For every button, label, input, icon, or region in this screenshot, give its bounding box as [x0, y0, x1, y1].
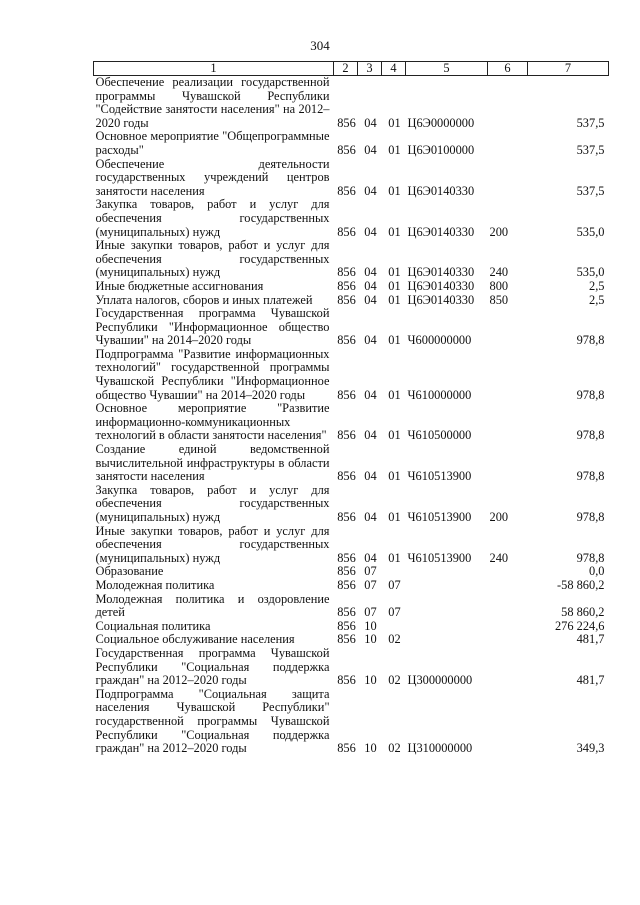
row-rz: 10 [364, 632, 377, 647]
row-pr [382, 565, 406, 579]
row-csr: Ч600000000 [407, 333, 472, 348]
row-csr: Ц6Э0140330 [407, 292, 475, 307]
table-row [94, 647, 609, 688]
row-csr: Ч610000000 [407, 387, 472, 402]
table-row [94, 348, 609, 402]
row-amount: 978,8 [576, 387, 605, 402]
row-csr: Ц6Э0140330 [407, 278, 475, 293]
row-gr: 856 [337, 673, 356, 688]
row-pr: 01 [388, 183, 401, 198]
row-csr: Ц6Э0140330 [407, 224, 475, 239]
table-row [94, 402, 609, 443]
row-rz: 04 [364, 278, 377, 293]
row-rz: 07 [364, 577, 377, 592]
table-row [94, 76, 609, 131]
column-header-1: 1 [94, 62, 334, 76]
column-header-4: 4 [382, 62, 406, 76]
row-amount: 978,8 [576, 469, 605, 484]
table-row [94, 280, 609, 294]
row-csr [406, 620, 488, 634]
row-gr: 856 [337, 183, 356, 198]
table-row [94, 688, 609, 756]
row-rz: 04 [364, 292, 377, 307]
row-name: Основное мероприятие "Развитие информационно-коммуникационных технологий в области занятости населения" [95, 401, 330, 443]
row-pr: 01 [388, 510, 401, 524]
column-header-7: 7 [528, 62, 609, 76]
row-pr: 01 [388, 292, 401, 307]
row-vr [488, 688, 528, 756]
table-row [94, 525, 609, 566]
row-gr: 856 [337, 577, 356, 592]
row-vr [488, 76, 528, 131]
row-amount: 978,8 [576, 333, 605, 348]
row-vr [488, 307, 528, 348]
row-csr: Ч610513900 [407, 510, 472, 524]
row-gr: 856 [337, 292, 356, 307]
table-row [94, 484, 609, 525]
row-rz: 04 [364, 428, 377, 443]
row-pr: 01 [388, 278, 401, 293]
row-vr: 200 [489, 510, 509, 524]
table-row [94, 565, 609, 579]
row-rz: 04 [364, 265, 377, 280]
row-vr [488, 620, 528, 634]
row-name: Уплата налогов, сборов и иных платежей [95, 292, 313, 307]
row-amount: 537,5 [576, 142, 605, 157]
row-gr: 856 [337, 387, 356, 402]
row-name: Подпрограмма "Развитие информационных технологий" государственной программы Чувашской Республики "Информационное общество Чувашии" на 2014–2020 годы [95, 346, 330, 402]
row-csr: Ц6Э0000000 [407, 115, 475, 130]
row-gr: 856 [337, 333, 356, 348]
row-csr: Ч610513900 [407, 469, 472, 484]
row-amount: 2,5 [589, 292, 605, 307]
row-amount: 58 860,2 [561, 605, 605, 620]
row-csr: Ц6Э0140330 [407, 183, 475, 198]
row-pr [382, 620, 406, 634]
table-row [94, 198, 609, 239]
budget-table [93, 61, 609, 756]
row-rz: 04 [364, 224, 377, 239]
row-rz: 04 [364, 333, 377, 348]
row-rz: 04 [364, 469, 377, 484]
table-row [94, 633, 609, 647]
row-amount: -58 860,2 [557, 577, 605, 592]
row-vr: 800 [489, 278, 509, 293]
table-header [94, 62, 609, 76]
row-gr: 856 [337, 618, 356, 633]
row-pr: 01 [388, 550, 401, 565]
row-name: Подпрограмма "Социальная защита населения Чувашской Республики" государственной программы Чувашской Республики "Социальная поддержка граждан" на 2012–2020 годы [95, 686, 330, 756]
row-name: Обеспечение реализации государственной программы Чувашской Республики "Содействие занятости населения" на 2012–2020 годы [95, 75, 330, 130]
row-amount: 978,8 [576, 550, 605, 565]
row-amount: 481,7 [576, 632, 605, 647]
row-vr [488, 348, 528, 402]
row-vr [488, 130, 528, 157]
column-header-5: 5 [406, 62, 488, 76]
row-vr [488, 443, 528, 484]
row-vr [488, 579, 528, 593]
row-name: Основное мероприятие "Общепрограммные расходы" [95, 129, 330, 157]
row-pr: 07 [388, 577, 401, 592]
table-row [94, 294, 609, 308]
row-vr: 850 [489, 292, 509, 307]
row-pr: 01 [388, 142, 401, 157]
row-name: Молодежная политика и оздоровление детей [95, 591, 330, 620]
row-vr [488, 593, 528, 620]
row-pr: 02 [388, 741, 401, 756]
row-gr: 856 [337, 224, 356, 239]
row-name: Иные бюджетные ассигнования [95, 278, 264, 293]
row-name: Государственная программа Чувашской Республики "Социальная поддержка граждан" на 2012–2020 годы [95, 645, 330, 688]
row-vr [488, 565, 528, 579]
row-amount: 978,8 [576, 510, 605, 524]
row-csr [406, 633, 488, 647]
row-amount: 349,3 [576, 741, 605, 756]
table-row [94, 158, 609, 199]
row-gr: 856 [337, 632, 356, 647]
row-gr: 856 [337, 469, 356, 484]
row-gr: 856 [337, 741, 356, 756]
table-row [94, 443, 609, 484]
row-amount: 481,7 [576, 673, 605, 688]
row-name: Образование [95, 564, 164, 579]
page-number: 304 [310, 38, 330, 53]
row-rz: 07 [364, 605, 377, 620]
row-vr [488, 158, 528, 199]
row-gr: 856 [337, 278, 356, 293]
row-pr: 01 [388, 115, 401, 130]
row-amount: 0,0 [589, 564, 605, 579]
column-header-2: 2 [334, 62, 358, 76]
row-rz: 04 [364, 142, 377, 157]
row-csr: Ц310000000 [407, 741, 473, 756]
table-body [94, 76, 609, 756]
row-amount: 2,5 [589, 278, 605, 293]
row-amount: 978,8 [576, 428, 605, 443]
table-row [94, 239, 609, 280]
row-vr: 240 [489, 550, 509, 565]
row-rz: 04 [364, 550, 377, 565]
row-gr: 856 [337, 564, 356, 579]
table-row [94, 620, 609, 634]
row-rz: 04 [364, 387, 377, 402]
column-header-6: 6 [488, 62, 528, 76]
row-name: Иные закупки товаров, работ и услуг для обеспечения государственных (муниципальных) нужд [95, 238, 330, 280]
row-csr [406, 593, 488, 620]
row-amount: 276 224,6 [554, 618, 605, 633]
row-pr: 02 [388, 673, 401, 688]
row-pr: 01 [388, 387, 401, 402]
row-rz: 10 [364, 741, 377, 756]
row-amount: 535,0 [576, 224, 605, 239]
row-pr: 01 [388, 265, 401, 280]
row-vr: 200 [489, 224, 509, 239]
row-csr: Ч610513900 [407, 550, 472, 565]
row-pr: 07 [388, 605, 401, 620]
row-pr: 01 [388, 333, 401, 348]
row-gr: 856 [337, 550, 356, 565]
row-pr: 01 [388, 428, 401, 443]
row-name: Обеспечение деятельности государственных учреждений центров занятости населения [95, 156, 330, 198]
row-pr: 01 [388, 224, 401, 239]
row-name: Закупка товаров, работ и услуг для обеспечения государственных (муниципальных) нужд [95, 482, 330, 524]
row-csr [406, 579, 488, 593]
row-pr: 01 [388, 469, 401, 484]
row-name: Социальное обслуживание населения [95, 632, 295, 647]
row-csr: Ч610500000 [407, 428, 472, 443]
row-rz: 04 [364, 183, 377, 198]
row-name: Создание единой ведомственной вычислительной инфраструктуры в области занятости населения [95, 442, 330, 484]
row-vr [488, 633, 528, 647]
row-name: Молодежная политика [95, 577, 215, 592]
row-rz: 10 [364, 618, 377, 633]
row-vr [488, 647, 528, 688]
row-amount: 537,5 [576, 115, 605, 130]
row-name: Социальная политика [95, 618, 211, 633]
row-name: Закупка товаров, работ и услуг для обеспечения государственных (муниципальных) нужд [95, 197, 330, 239]
row-gr: 856 [337, 605, 356, 620]
row-csr: Ц300000000 [407, 673, 473, 688]
row-gr: 856 [337, 510, 356, 524]
table-row [94, 593, 609, 620]
header-row [94, 62, 609, 76]
row-vr [488, 402, 528, 443]
row-name: Государственная программа Чувашской Республики "Информационное общество Чувашии" на 2014–2020 годы [95, 306, 330, 348]
row-rz: 04 [364, 510, 377, 524]
row-gr: 856 [337, 142, 356, 157]
table-row [94, 579, 609, 593]
row-rz: 10 [364, 673, 377, 688]
row-gr: 856 [337, 428, 356, 443]
row-amount: 535,0 [576, 265, 605, 280]
row-gr: 856 [337, 265, 356, 280]
row-name: Иные закупки товаров, работ и услуг для обеспечения государственных (муниципальных) нужд [95, 523, 330, 565]
row-csr: Ц6Э0140330 [407, 265, 475, 280]
row-vr: 240 [489, 265, 509, 280]
table-row [94, 307, 609, 348]
row-rz: 04 [364, 115, 377, 130]
column-header-3: 3 [358, 62, 382, 76]
row-rz: 07 [364, 564, 377, 579]
row-gr: 856 [337, 115, 356, 130]
row-amount: 537,5 [576, 183, 605, 198]
row-csr [406, 565, 488, 579]
table-row [94, 130, 609, 157]
row-pr: 02 [388, 632, 401, 647]
row-csr: Ц6Э0100000 [407, 142, 475, 157]
